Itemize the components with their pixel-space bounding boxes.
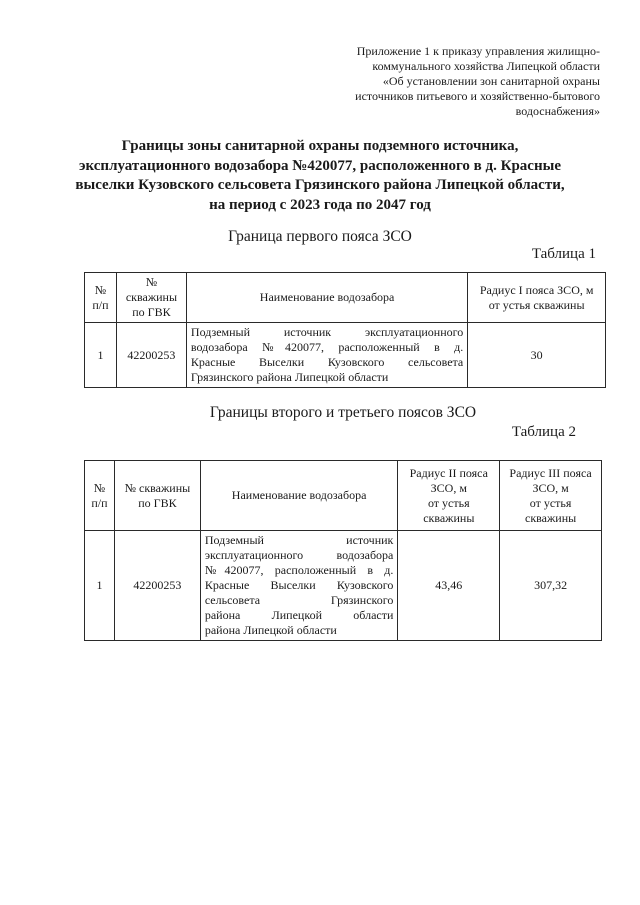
table1-label: Таблица 1 [531,246,596,262]
cell-well: 42200253 [116,323,186,388]
cell-radius: 30 [468,323,606,388]
header-text: скважины [125,290,178,304]
header-name: Наименование водозабора [186,273,467,323]
header-text: от устья скважины [488,297,585,312]
annex-line: источников питьевого и хозяйственно-бытового [355,89,600,103]
header-radius [468,273,606,323]
header-text: № [94,282,107,297]
name-line: района Липецкой области [204,623,337,637]
header-name: Наименование водозабора [200,461,398,531]
header-text: Радиус I пояса ЗСО, м [479,282,594,297]
header-text: п/п [91,495,108,510]
title-line: Границы зоны санитарной охраны подземного источника, [121,138,519,154]
name-line: района Липецкой области [204,608,394,622]
table2-header-row [85,461,602,531]
cell-name [200,531,398,641]
title-line: эксплуатационного водозабора №420077, расположенного в д. Красные [79,157,561,174]
section1-heading: Граница первого пояса ЗСО [228,228,412,245]
name-line: сельсовета Грязинского [204,593,394,607]
table2 [84,460,602,641]
header-text: ЗСО, м [532,480,569,495]
header-text: № [145,275,158,289]
header-num [85,461,115,531]
table1-header-row [85,273,606,323]
name-line: эксплуатационного водозабора [204,548,394,562]
cell-radius2: 43,46 [398,531,500,641]
header-radius2 [398,461,500,531]
annex-line: коммунального хозяйства Липецкой области [372,59,600,73]
title-line: выселки Кузовского сельсовета Грязинского района Липецкой области, [75,177,565,193]
header-text: п/п [92,297,109,312]
header-well [114,461,200,531]
header-text: Радиус III пояса [509,465,592,480]
header-text: от устья [427,495,470,510]
header-text: скважины [525,510,577,525]
name-line: Красные Выселки Кузовского сельсовета [190,355,464,369]
header-text: от устья [529,495,572,510]
header-text: № [93,480,106,495]
name-line: Подземный источник [204,533,394,547]
annex-line: Приложение 1 к приказу управления жилищно- [356,44,600,58]
cell-name [186,323,467,388]
name-line: Подземный источник эксплуатационного [190,325,464,339]
header-text: по ГВК [132,305,171,319]
header-text: ЗСО, м [430,480,467,495]
header-radius3 [500,461,602,531]
annex-reference [310,44,600,119]
name-line: водозабора №420077, расположенный в д. [190,340,464,354]
cell-num: 1 [85,323,117,388]
header-num [85,273,117,323]
title-line: на период с 2023 года по 2047 год [209,196,431,213]
header-text: по ГВК [138,495,177,510]
header-text: № скважины [124,480,191,495]
annex-line: «Об установлении зон санитарной охраны [382,74,600,88]
name-line: Красные Выселки Кузовского [204,578,394,592]
name-line: Грязинского района Липецкой области [190,370,389,384]
document-title [60,137,580,215]
header-well [116,273,186,323]
cell-well: 42200253 [114,531,200,641]
annex-line: водоснабжения» [515,104,600,118]
cell-num: 1 [85,531,115,641]
section2-heading: Границы второго и третьего поясов ЗСО [209,404,477,421]
table2-label: Таблица 2 [511,424,576,440]
name-line: №420077, расположенный в д. [204,563,394,577]
header-text: Радиус II пояса [409,465,488,480]
table-row [85,323,606,388]
table1 [84,272,606,388]
cell-radius3: 307,32 [500,531,602,641]
table-row [85,531,602,641]
header-text: скважины [423,510,475,525]
